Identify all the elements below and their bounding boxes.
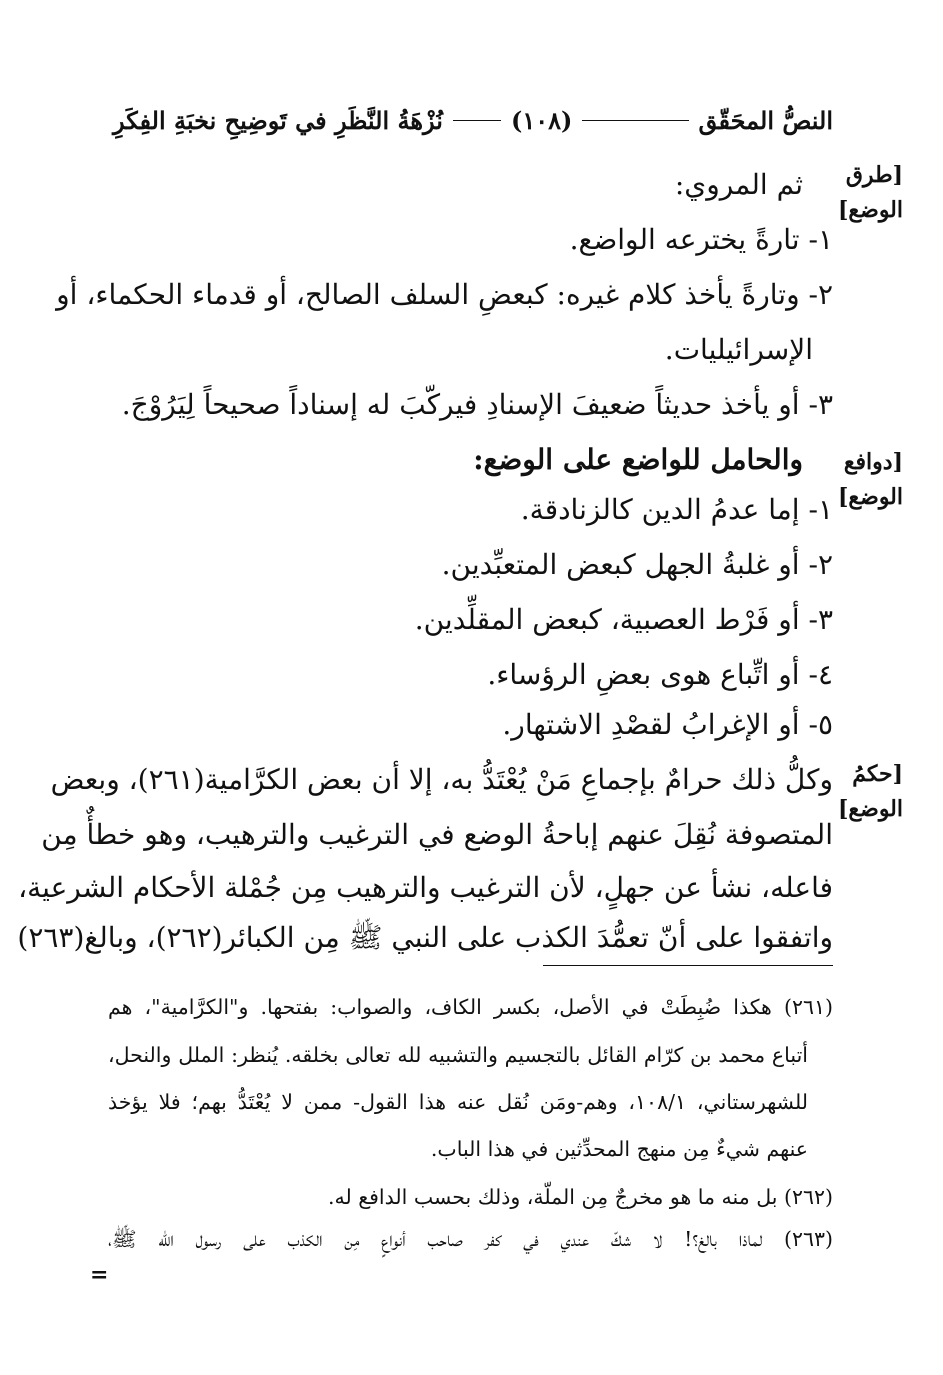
margin-note-ruling: [حكمُ الوضع] bbox=[838, 761, 903, 822]
motives-item-2: ٢- أو غلبةُ الجهل كبعض المتعبِّدين. bbox=[441, 548, 833, 581]
footnote-261-line-2: أتباع محمد بن كرّام القائل بالتجسيم والتشبيه لله تعالى بخلقه. يُنظر: الملل والنحل، bbox=[108, 1043, 808, 1067]
motives-item-3: ٣- أو فَرْط العصبية، كبعض المقلِّدين. bbox=[414, 603, 833, 636]
motives-item-4: ٤- أو اتِّباع هوى بعضِ الرؤساء. bbox=[487, 658, 833, 691]
methods-item-1: ١- تارةً يخترعه الواضع. bbox=[569, 223, 833, 256]
ruling-line-4: واتفقوا على أنّ تعمُّدَ الكذب على النبي ﷺ مِن الكبائر(٢٦٢)، وبالغ(٢٦٣) bbox=[17, 921, 833, 954]
page-number: (١٠٨) bbox=[510, 105, 573, 135]
ruling-line-1: وكلُّ ذلك حرامٌ بإجماعِ مَنْ يُعْتَدُّ به، إلا أن بعض الكرَّامية(٢٦١)، وبعض bbox=[50, 763, 833, 796]
methods-item-3: ٣- أو يأخذ حديثاً ضعيفَ الإسنادِ فيركّبَ له إسناداً صحيحاً لِيَرُوْجَ. bbox=[121, 388, 833, 421]
header-rule-left bbox=[453, 120, 501, 121]
motives-item-1: ١- إما عدمُ الدين كالزنادقة. bbox=[520, 493, 833, 526]
header-book-title: نُزْهَةُ النَّظَرِ في تَوضِيحِ نخبَةِ الفِكَرِ bbox=[113, 105, 443, 135]
header-rule-right bbox=[582, 120, 688, 121]
ruling-line-3: فاعله، نشأ عن جهلٍ، لأن الترغيب والترهيب مِن جُمْلة الأحكام الشرعية، bbox=[18, 871, 833, 904]
methods-item-2-continued: الإسرائيليات. bbox=[664, 333, 813, 366]
margin-note-motives: [دوافع الوضع] bbox=[838, 449, 903, 510]
footnote-261-line-3: للشهرستاني، ١٠٨/١، وهم-ومَن نُقل عنه هذا القول- ممن لا يُعْتَدُّ بهم؛ فلا يؤخذ bbox=[108, 1090, 808, 1114]
margin-note-methods: [طرق الوضع] bbox=[838, 162, 903, 223]
motives-intro: والحامل للواضع على الوضع: bbox=[473, 443, 803, 476]
ruling-line-2: المتصوفة نُقِلَ عنهم إباحةُ الوضع في الترغيب والترهيب، وهو خطأٌ مِن bbox=[41, 818, 833, 851]
continuation-mark: = bbox=[90, 1262, 109, 1288]
footnote-262: (٢٦٢) بل منه ما هو مخرجٌ مِن الملّة، وذلك بحسب الدافع له. bbox=[327, 1185, 833, 1209]
footnote-261-line-1: (٢٦١) هكذا ضُبِطَتْ في الأصل، بكسر الكاف، والصواب: بفتحها. و"الكرَّامية"، هم bbox=[108, 995, 833, 1019]
header-section: النصُّ المحَقّق bbox=[698, 105, 833, 135]
motives-item-5: ٥- أو الإغرابُ لقصْدِ الاشتهار. bbox=[502, 708, 833, 741]
methods-intro: ثم المروي: bbox=[674, 168, 803, 201]
footnote-263: (٢٦٣) لماذا بالغ؟! لا شكّ عندي في كفر صاحب أنواعٍ مِن الكذب على رسول الله ﷺ، bbox=[108, 1227, 833, 1251]
footnote-261-line-4: عنهم شيءٌ مِن منهج المحدِّثين في هذا الباب. bbox=[430, 1137, 808, 1161]
footnote-divider bbox=[543, 965, 833, 966]
methods-item-2: ٢- وتارةً يأخذ كلام غيره: كبعضِ السلف الصالح، أو قدماء الحكماء، أو bbox=[56, 278, 833, 311]
running-header bbox=[113, 100, 833, 140]
